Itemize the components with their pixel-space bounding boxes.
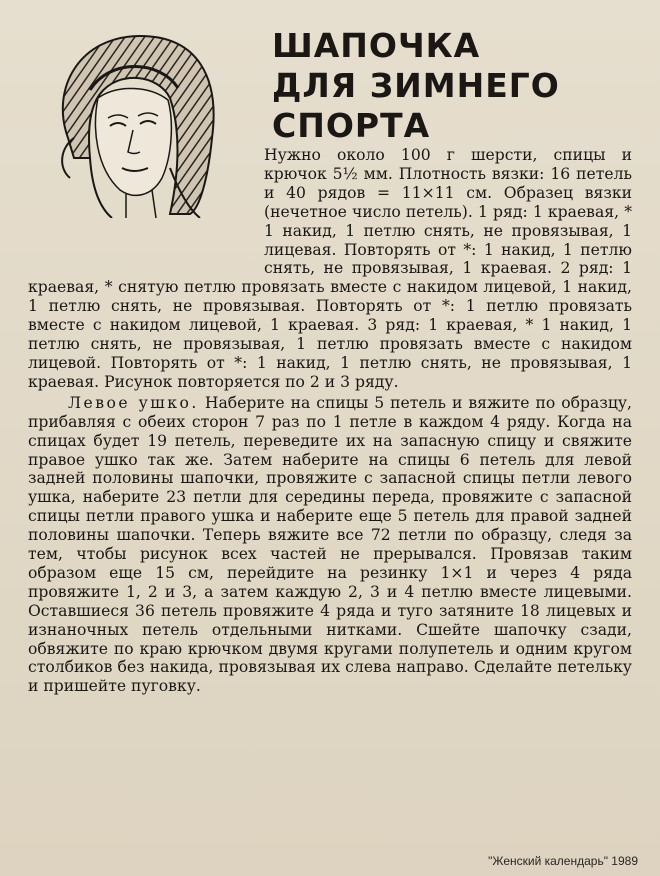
title-line-2: ДЛЯ ЗИМНЕГО (272, 66, 560, 105)
source-credit: "Женский календарь" 1989 (488, 854, 638, 868)
title-line-3: СПОРТА (272, 106, 431, 145)
left-ear-text: Наберите на спицы 5 петель и вяжите по образцу, прибавляя с обеих сторон 7 раз по 1 петле в каждом 4 ряду. Когда на спицах будет 19 петель, переведите их на запасную спицу и свяжите правое ушко так же. Затем наберите на спицы 6 петель для левой задней половины шапочки, провяжите с запасной спицы петли левого ушка, наберите 23 петли для середины переда, провяжите с запасной спицы петли правого ушка и наберите еще 5 петель для правой задней половины шапочки. Теперь вяжите все 72 петли по образцу, следя за тем, чтобы рисунок всех частей не прерывался. Провязав таким образом еще 15 см, перейдите на резинку 1×1 и через 4 ряда провяжите 1, 2 и 3, а затем каждую 2, 3 и 4 петлю вместе лицевыми. Оставшиеся 36 петель провяжите 4 ряда и туго затяните 18 лицевых и изнаночных петель отдельными нитками. Сшейте шапочку сзади, обвяжите по краю крючком двумя кругами полупетель и одним кругом столбиков без накида, провязывая их слева направо. Сделайте петельку и пришейте пуговку. (28, 393, 632, 696)
left-ear-paragraph (28, 394, 632, 697)
page-title (272, 26, 652, 146)
article-body (28, 146, 632, 696)
section-lead: Левое ушко. (68, 393, 199, 412)
intro-paragraph (28, 146, 632, 392)
title-line-1: ШАПОЧКА (272, 26, 481, 65)
intro-text: Нужно около 100 г шерсти, спицы и крючок 5½ мм. Плотность вязки: 16 петель и 40 рядов = 11×11 см. Образец вязки (нечетное число петель). 1 ряд: 1 краевая, * 1 накид, 1 петлю снять, не провязывая, 1 лицевая. Повторять от *: 1 накид, 1 петлю снять, не провязывая, 1 краевая. 2 ряд: 1 краевая, * снятую петлю провязать вместе с накидом лицевой, 1 накид, 1 петлю снять, не провязывая. Повторять от *: 1 петлю провязать вместе с накидом лицевой, 1 краевая. 3 ряд: 1 краевая, * 1 накид, 1 петлю снять, не провязывая, 1 петлю провязать вместе с накидом лицевой. Повторять от *: 1 накид, 1 петлю снять, не провязывая, 1 краевая. Рисунок повторяется по 2 и 3 ряду. (28, 146, 632, 391)
